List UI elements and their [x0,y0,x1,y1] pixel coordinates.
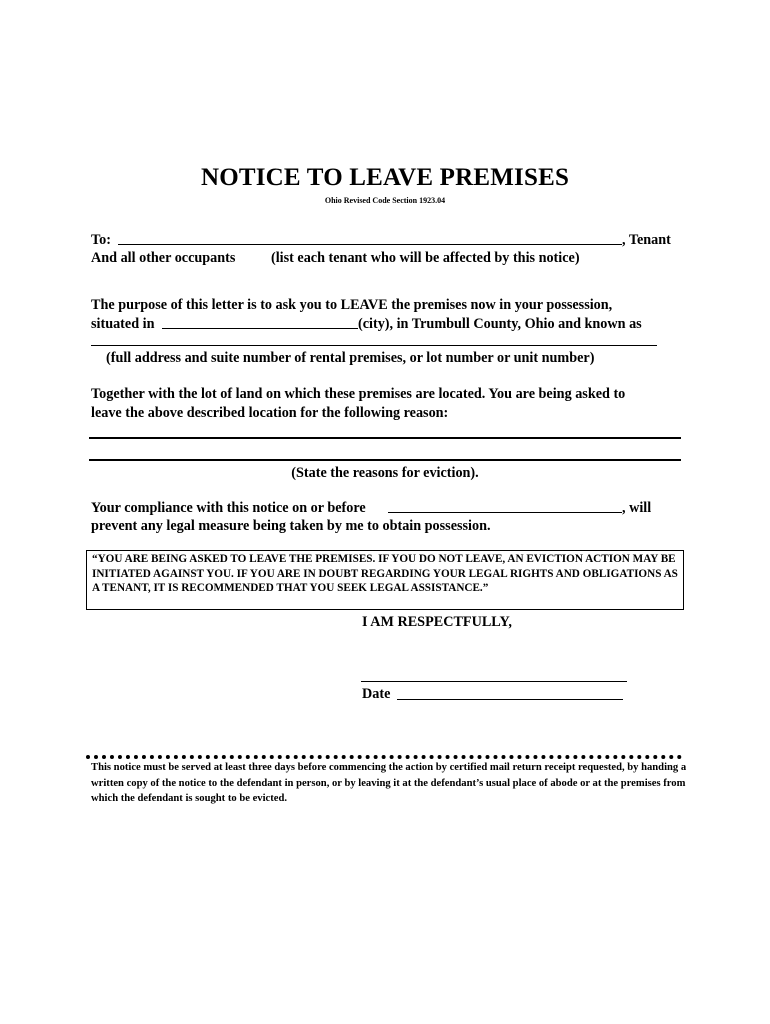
address-note: (full address and suite number of rental premises, or lot number or unit number) [106,350,595,366]
purpose-line-2-suffix: (city), in Trumbull County, Ohio and known as [358,316,642,332]
closing-text: I AM RESPECTFULLY, [362,614,512,630]
document-title: NOTICE TO LEAVE PREMISES [200,164,570,191]
purpose-line-2-prefix: situated in [91,316,155,332]
service-footnote: This notice must be served at least three days before commencing the action by certified mail return receipt requested, by handing a written copy of the notice to the defendant in person, or by leaving it at the defendant’s usual place of abode or at the premises from which the defendant is sought to be evicted. [91,762,687,804]
occupants-label: And all other occupants [91,250,236,266]
tenant-label: , Tenant [622,232,671,248]
compliance-line-1-prefix: Your compliance with this notice on or before [91,500,366,516]
compliance-date-blank[interactable] [388,500,622,513]
to-label: To: [91,232,111,248]
city-blank[interactable] [162,316,358,329]
reason-note: (State the reasons for eviction). [291,465,479,481]
legal-warning-box: “YOU ARE BEING ASKED TO LEAVE THE PREMISES. IF YOU DO NOT LEAVE, AN EVICTION ACTION MAY BE INITIATED AGAINST YOU. IF YOU ARE IN DOUBT REGARDING YOUR LEGAL RIGHTS AND OBLIGATIONS AS A TENANT, IT IS RECOMMENDED THAT YOU SEEK LEGAL ASSISTANCE.” [86,550,684,610]
document-subtitle: Ohio Revised Code Section 1923.04 [324,196,446,205]
reason-blank-line-1[interactable] [89,437,681,439]
compliance-line-2: prevent any legal measure being taken by me to obtain possession. [91,518,491,534]
signature-line[interactable] [361,681,627,682]
tenant-name-blank[interactable] [118,232,622,245]
purpose-line-1: The purpose of this letter is to ask you to LEAVE the premises now in your possession, [91,297,613,313]
occupants-note: (list each tenant who will be affected by this notice) [271,250,580,266]
dotted-separator [86,755,682,759]
reason-blank-line-2[interactable] [89,459,681,461]
address-blank[interactable] [91,345,657,346]
date-blank[interactable] [397,699,623,700]
reason-line-2: leave the above described location for the following reason: [91,405,449,421]
compliance-line-1-suffix: , will [622,500,652,516]
date-label: Date [362,686,391,702]
reason-line-1: Together with the lot of land on which these premises are located. You are being asked to [91,386,626,402]
